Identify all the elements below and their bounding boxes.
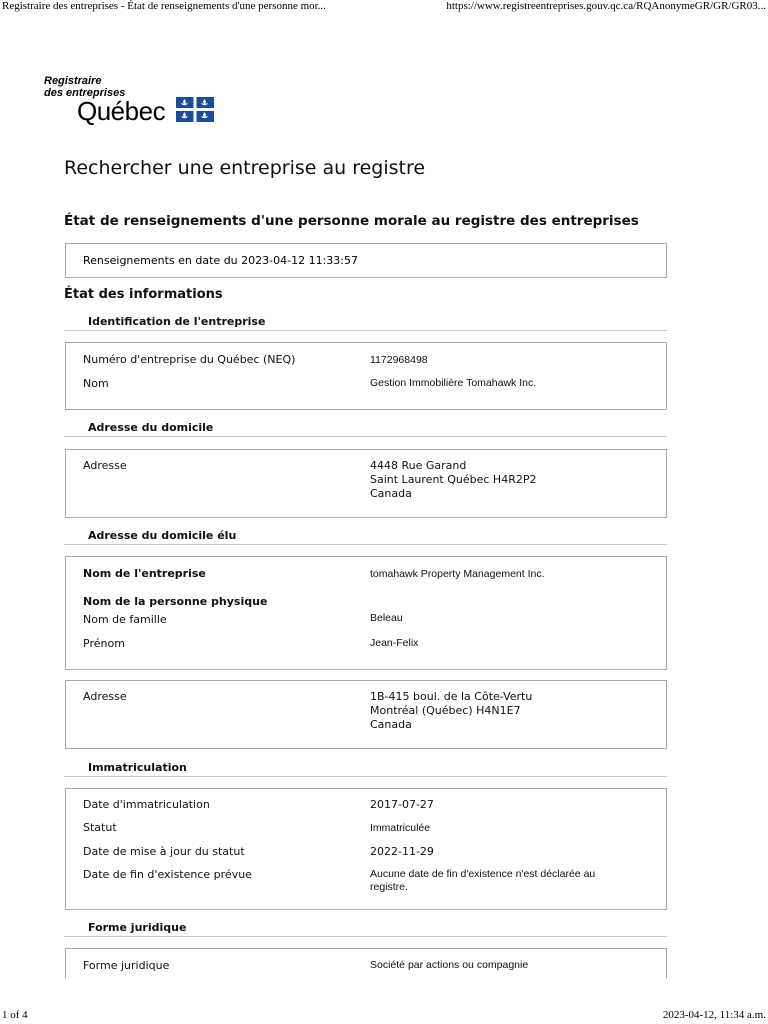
divider [64,936,667,937]
forme-heading: Forme juridique [88,921,187,934]
prenom-value: Jean-Felix [370,637,419,649]
famille-value: Beleau [370,612,403,624]
quebec-flag-icon [176,97,214,126]
forme-label: Forme juridique [83,959,170,972]
domicile-elu-heading: Adresse du domicile élu [88,529,237,542]
nom-label: Nom [83,377,109,390]
print-timestamp: 2023-04-12, 11:34 a.m. [662,1009,766,1021]
neq-label: Numéro d'entreprise du Québec (NEQ) [83,353,296,366]
logo-line1: Registraire [44,75,102,87]
divider [64,776,667,777]
section-title: État des informations [64,287,223,302]
divider [64,436,667,437]
prenom-label: Prénom [83,637,125,650]
date-info-text: Renseignements en date du 2023-04-12 11:33:57 [83,254,358,267]
immatriculation-date-label: Date d'immatriculation [83,798,210,811]
domicile-elu-adresse-value: 1B-415 boul. de la Côte-Vertu Montréal (Québec) H4N1E7 Canada [370,690,533,731]
domicile-elu-adresse-box [65,680,667,749]
statut-value: Immatriculée [370,822,431,834]
logo-name: Québec [77,96,166,126]
forme-value: Société par actions ou compagnie [370,959,529,971]
identification-heading: Identification de l'entreprise [88,315,266,328]
neq-value: 1172968498 [370,354,428,366]
immatriculation-heading: Immatriculation [88,761,187,774]
maj-label: Date de mise à jour du statut [83,845,245,858]
print-header-title: Registraire des entreprises - État de renseignements d'une personne mor... [2,0,326,12]
maj-value: 2022-11-29 [370,845,434,858]
divider [64,544,667,545]
divider [64,330,667,331]
logo-line2: des entreprises [44,87,126,99]
date-info-box [65,243,667,278]
domicile-heading: Adresse du domicile [88,421,214,434]
nom-value: Gestion Immobilière Tomahawk Inc. [370,377,537,389]
famille-label: Nom de famille [83,613,167,626]
print-footer [0,1009,768,1024]
statut-label: Statut [83,821,117,834]
print-header [0,0,768,16]
entreprise-label: Nom de l'entreprise [83,567,206,580]
domicile-adresse-value: 4448 Rue Garand Saint Laurent Québec H4R2P2 Canada [370,459,537,500]
page-number: 1 of 4 [2,1009,28,1021]
domicile-box [65,449,667,518]
page-title: Rechercher une entreprise au registre [64,157,426,179]
domicile-elu-adresse-label: Adresse [83,690,127,703]
fin-label: Date de fin d'existence prévue [83,868,252,881]
sub-title: État de renseignements d'une personne morale au registre des entreprises [64,213,639,229]
entreprise-value: tomahawk Property Management Inc. [370,568,545,580]
immatriculation-date-value: 2017-07-27 [370,798,434,811]
print-header-url: https://www.registreentreprises.gouv.qc.ca/RQAnonymeGR/GR/GR03... [446,0,766,12]
domicile-adresse-label: Adresse [83,459,127,472]
personne-label: Nom de la personne physique [83,595,268,608]
fin-value: Aucune date de fin d'existence n'est déclarée au registre. [370,868,596,893]
